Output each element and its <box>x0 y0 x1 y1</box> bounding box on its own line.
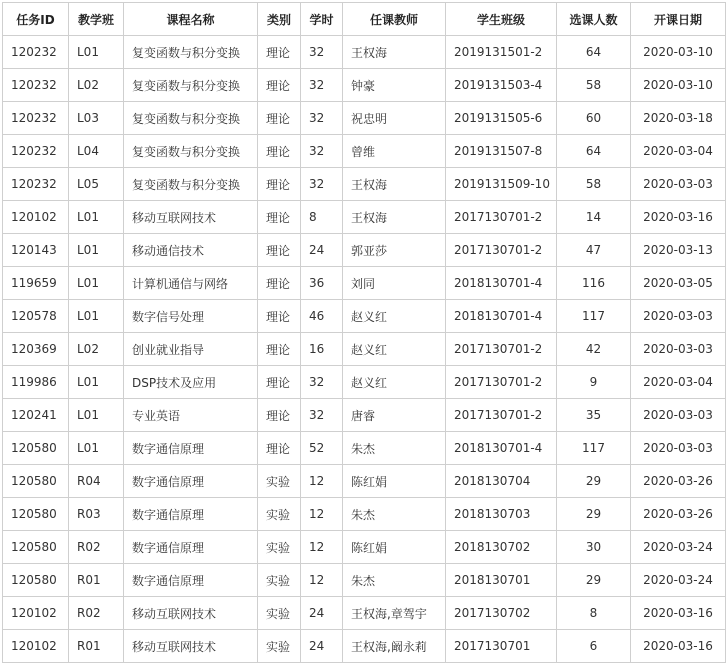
cell-enrollment: 35 <box>557 399 631 432</box>
cell-student-class: 2017130701-2 <box>446 201 557 234</box>
cell-course-name: 计算机通信与网络 <box>124 267 258 300</box>
cell-task-id: 120580 <box>3 531 69 564</box>
cell-teacher: 陈红娟 <box>343 465 446 498</box>
cell-start-date: 2020-03-10 <box>631 36 726 69</box>
cell-enrollment: 117 <box>557 432 631 465</box>
cell-student-class: 2017130701-2 <box>446 366 557 399</box>
cell-start-date: 2020-03-16 <box>631 630 726 663</box>
cell-start-date: 2020-03-26 <box>631 465 726 498</box>
table-row <box>3 36 726 69</box>
table-row <box>3 234 726 267</box>
cell-course-name: 数字通信原理 <box>124 531 258 564</box>
cell-student-class: 2019131501-2 <box>446 36 557 69</box>
header-task-id: 任务ID <box>3 3 69 36</box>
cell-start-date: 2020-03-04 <box>631 135 726 168</box>
cell-course-name: 移动互联网技术 <box>124 201 258 234</box>
cell-teaching-class: L01 <box>69 234 124 267</box>
cell-task-id: 120369 <box>3 333 69 366</box>
cell-category: 理论 <box>258 102 301 135</box>
cell-teacher: 赵义红 <box>343 366 446 399</box>
table-row <box>3 531 726 564</box>
cell-enrollment: 30 <box>557 531 631 564</box>
cell-teacher: 赵义红 <box>343 300 446 333</box>
table-row <box>3 498 726 531</box>
cell-hours: 24 <box>301 234 343 267</box>
cell-category: 理论 <box>258 36 301 69</box>
header-enrollment: 选课人数 <box>557 3 631 36</box>
cell-start-date: 2020-03-16 <box>631 597 726 630</box>
cell-category: 实验 <box>258 564 301 597</box>
cell-enrollment: 64 <box>557 135 631 168</box>
cell-hours: 12 <box>301 498 343 531</box>
cell-student-class: 2017130701 <box>446 630 557 663</box>
header-start-date: 开课日期 <box>631 3 726 36</box>
cell-student-class: 2018130703 <box>446 498 557 531</box>
cell-task-id: 120143 <box>3 234 69 267</box>
cell-teacher: 陈红娟 <box>343 531 446 564</box>
cell-teaching-class: R04 <box>69 465 124 498</box>
cell-start-date: 2020-03-16 <box>631 201 726 234</box>
cell-teacher: 曾维 <box>343 135 446 168</box>
cell-hours: 36 <box>301 267 343 300</box>
cell-teaching-class: R02 <box>69 597 124 630</box>
cell-student-class: 2017130702 <box>446 597 557 630</box>
cell-teacher: 王权海 <box>343 201 446 234</box>
cell-task-id: 120102 <box>3 201 69 234</box>
cell-course-name: 数字信号处理 <box>124 300 258 333</box>
cell-enrollment: 6 <box>557 630 631 663</box>
cell-enrollment: 47 <box>557 234 631 267</box>
cell-task-id: 119659 <box>3 267 69 300</box>
cell-course-name: 移动通信技术 <box>124 234 258 267</box>
cell-course-name: 移动互联网技术 <box>124 630 258 663</box>
cell-teaching-class: L01 <box>69 267 124 300</box>
cell-enrollment: 58 <box>557 69 631 102</box>
cell-course-name: 专业英语 <box>124 399 258 432</box>
cell-course-name: 复变函数与积分变换 <box>124 36 258 69</box>
cell-task-id: 120232 <box>3 69 69 102</box>
cell-teacher: 赵义红 <box>343 333 446 366</box>
cell-start-date: 2020-03-03 <box>631 432 726 465</box>
cell-category: 理论 <box>258 366 301 399</box>
cell-start-date: 2020-03-03 <box>631 300 726 333</box>
cell-category: 理论 <box>258 168 301 201</box>
cell-category: 理论 <box>258 267 301 300</box>
header-teacher: 任课教师 <box>343 3 446 36</box>
cell-teaching-class: L01 <box>69 300 124 333</box>
cell-category: 理论 <box>258 432 301 465</box>
cell-course-name: 数字通信原理 <box>124 465 258 498</box>
cell-hours: 12 <box>301 465 343 498</box>
cell-student-class: 2019131509-10 <box>446 168 557 201</box>
cell-student-class: 2019131505-6 <box>446 102 557 135</box>
cell-student-class: 2018130701 <box>446 564 557 597</box>
table-row <box>3 168 726 201</box>
table-row <box>3 597 726 630</box>
cell-course-name: 复变函数与积分变换 <box>124 135 258 168</box>
table-body <box>3 36 726 663</box>
cell-enrollment: 116 <box>557 267 631 300</box>
cell-start-date: 2020-03-10 <box>631 69 726 102</box>
table-row <box>3 102 726 135</box>
cell-teaching-class: R01 <box>69 564 124 597</box>
cell-teaching-class: L04 <box>69 135 124 168</box>
cell-category: 实验 <box>258 498 301 531</box>
cell-hours: 16 <box>301 333 343 366</box>
cell-enrollment: 29 <box>557 564 631 597</box>
cell-enrollment: 9 <box>557 366 631 399</box>
cell-task-id: 119986 <box>3 366 69 399</box>
cell-teaching-class: L03 <box>69 102 124 135</box>
cell-task-id: 120580 <box>3 498 69 531</box>
table-row <box>3 432 726 465</box>
cell-teaching-class: L02 <box>69 333 124 366</box>
header-hours: 学时 <box>301 3 343 36</box>
cell-start-date: 2020-03-13 <box>631 234 726 267</box>
cell-student-class: 2019131503-4 <box>446 69 557 102</box>
cell-start-date: 2020-03-03 <box>631 399 726 432</box>
header-student-class: 学生班级 <box>446 3 557 36</box>
header-category: 类别 <box>258 3 301 36</box>
cell-teaching-class: L01 <box>69 36 124 69</box>
cell-student-class: 2017130701-2 <box>446 399 557 432</box>
cell-category: 实验 <box>258 630 301 663</box>
cell-course-name: 创业就业指导 <box>124 333 258 366</box>
cell-category: 理论 <box>258 201 301 234</box>
cell-start-date: 2020-03-05 <box>631 267 726 300</box>
table-row <box>3 135 726 168</box>
cell-hours: 32 <box>301 102 343 135</box>
cell-task-id: 120241 <box>3 399 69 432</box>
cell-enrollment: 117 <box>557 300 631 333</box>
header-course-name: 课程名称 <box>124 3 258 36</box>
table-header-row <box>3 3 726 36</box>
cell-start-date: 2020-03-03 <box>631 333 726 366</box>
cell-teacher: 王权海,阚永莉 <box>343 630 446 663</box>
course-table <box>2 2 726 663</box>
cell-course-name: 复变函数与积分变换 <box>124 102 258 135</box>
table-row <box>3 399 726 432</box>
cell-teaching-class: L01 <box>69 366 124 399</box>
cell-category: 理论 <box>258 333 301 366</box>
cell-course-name: 复变函数与积分变换 <box>124 168 258 201</box>
cell-task-id: 120102 <box>3 597 69 630</box>
cell-task-id: 120232 <box>3 135 69 168</box>
cell-enrollment: 64 <box>557 36 631 69</box>
cell-task-id: 120580 <box>3 564 69 597</box>
cell-teaching-class: L01 <box>69 399 124 432</box>
cell-teaching-class: L02 <box>69 69 124 102</box>
cell-start-date: 2020-03-24 <box>631 531 726 564</box>
cell-teaching-class: L01 <box>69 432 124 465</box>
cell-course-name: 复变函数与积分变换 <box>124 69 258 102</box>
cell-course-name: 数字通信原理 <box>124 498 258 531</box>
cell-student-class: 2018130704 <box>446 465 557 498</box>
table-row <box>3 300 726 333</box>
cell-category: 理论 <box>258 135 301 168</box>
cell-student-class: 2019131507-8 <box>446 135 557 168</box>
cell-student-class: 2018130701-4 <box>446 267 557 300</box>
cell-student-class: 2018130701-4 <box>446 300 557 333</box>
cell-teacher: 王权海 <box>343 36 446 69</box>
cell-teacher: 郭亚莎 <box>343 234 446 267</box>
cell-hours: 32 <box>301 69 343 102</box>
header-teaching-class: 教学班 <box>69 3 124 36</box>
cell-course-name: 移动互联网技术 <box>124 597 258 630</box>
cell-category: 理论 <box>258 399 301 432</box>
cell-category: 理论 <box>258 300 301 333</box>
cell-start-date: 2020-03-04 <box>631 366 726 399</box>
cell-teacher: 朱杰 <box>343 498 446 531</box>
cell-category: 理论 <box>258 234 301 267</box>
cell-hours: 24 <box>301 597 343 630</box>
cell-task-id: 120232 <box>3 102 69 135</box>
cell-start-date: 2020-03-18 <box>631 102 726 135</box>
cell-category: 实验 <box>258 531 301 564</box>
cell-student-class: 2018130701-4 <box>446 432 557 465</box>
cell-hours: 32 <box>301 366 343 399</box>
cell-hours: 8 <box>301 201 343 234</box>
cell-task-id: 120232 <box>3 168 69 201</box>
cell-course-name: DSP技术及应用 <box>124 366 258 399</box>
cell-hours: 46 <box>301 300 343 333</box>
cell-teacher: 王权海,章驾宇 <box>343 597 446 630</box>
cell-student-class: 2017130701-2 <box>446 333 557 366</box>
cell-category: 理论 <box>258 69 301 102</box>
cell-task-id: 120102 <box>3 630 69 663</box>
cell-teaching-class: L01 <box>69 201 124 234</box>
cell-hours: 52 <box>301 432 343 465</box>
cell-hours: 32 <box>301 399 343 432</box>
cell-enrollment: 14 <box>557 201 631 234</box>
cell-enrollment: 29 <box>557 498 631 531</box>
cell-task-id: 120580 <box>3 432 69 465</box>
table-row <box>3 69 726 102</box>
cell-enrollment: 42 <box>557 333 631 366</box>
cell-category: 实验 <box>258 597 301 630</box>
cell-teaching-class: R01 <box>69 630 124 663</box>
cell-enrollment: 58 <box>557 168 631 201</box>
cell-start-date: 2020-03-03 <box>631 168 726 201</box>
cell-start-date: 2020-03-24 <box>631 564 726 597</box>
cell-hours: 12 <box>301 531 343 564</box>
cell-teacher: 刘同 <box>343 267 446 300</box>
table-row <box>3 630 726 663</box>
cell-hours: 24 <box>301 630 343 663</box>
cell-hours: 32 <box>301 168 343 201</box>
cell-task-id: 120580 <box>3 465 69 498</box>
cell-teaching-class: R02 <box>69 531 124 564</box>
table-row <box>3 201 726 234</box>
cell-enrollment: 60 <box>557 102 631 135</box>
table-row <box>3 366 726 399</box>
cell-student-class: 2018130702 <box>446 531 557 564</box>
cell-task-id: 120232 <box>3 36 69 69</box>
cell-hours: 32 <box>301 135 343 168</box>
cell-teaching-class: R03 <box>69 498 124 531</box>
table-row <box>3 333 726 366</box>
table-row <box>3 564 726 597</box>
cell-teacher: 唐睿 <box>343 399 446 432</box>
cell-course-name: 数字通信原理 <box>124 564 258 597</box>
cell-course-name: 数字通信原理 <box>124 432 258 465</box>
cell-teacher: 王权海 <box>343 168 446 201</box>
cell-teaching-class: L05 <box>69 168 124 201</box>
cell-teacher: 祝忠明 <box>343 102 446 135</box>
cell-hours: 32 <box>301 36 343 69</box>
cell-student-class: 2017130701-2 <box>446 234 557 267</box>
cell-teacher: 钟豪 <box>343 69 446 102</box>
cell-enrollment: 8 <box>557 597 631 630</box>
cell-teacher: 朱杰 <box>343 564 446 597</box>
table-row <box>3 267 726 300</box>
cell-hours: 12 <box>301 564 343 597</box>
cell-category: 实验 <box>258 465 301 498</box>
table-row <box>3 465 726 498</box>
cell-teacher: 朱杰 <box>343 432 446 465</box>
cell-enrollment: 29 <box>557 465 631 498</box>
cell-task-id: 120578 <box>3 300 69 333</box>
cell-start-date: 2020-03-26 <box>631 498 726 531</box>
